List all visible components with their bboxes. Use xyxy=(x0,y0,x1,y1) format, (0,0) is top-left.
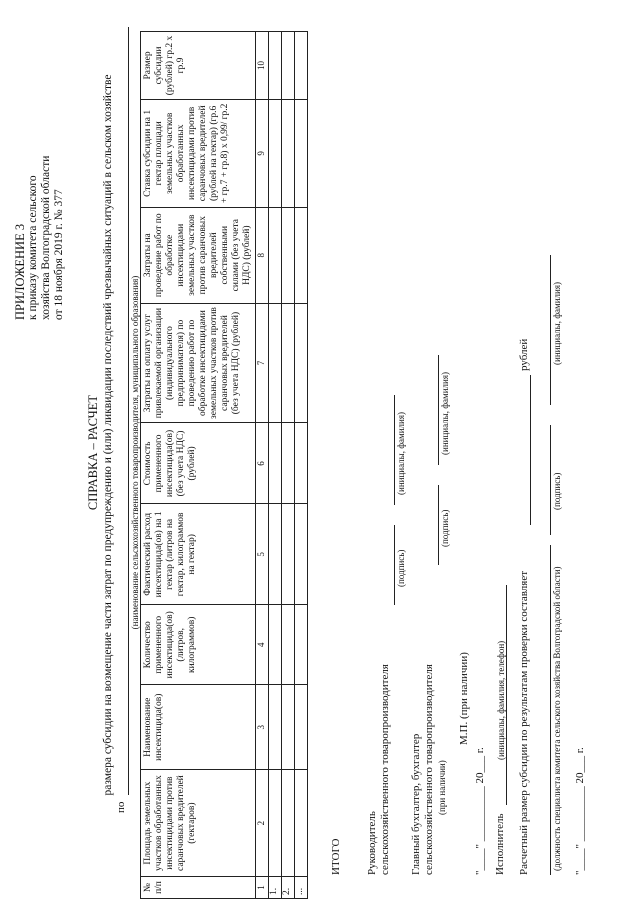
head-label-line1: Руководитель xyxy=(366,811,378,875)
header-cell: Площадь земельных участков обработанных инсектицидами против саранчовых вредителей (гектаров) xyxy=(141,770,256,877)
row-number: 2. xyxy=(282,877,295,899)
head-sign-line xyxy=(394,525,395,605)
head-sign-caption: (подпись) xyxy=(396,549,406,587)
column-number: 8 xyxy=(256,207,269,303)
table-header-row xyxy=(141,32,256,899)
table-row xyxy=(295,32,308,899)
head-name-caption: (инициалы, фамилия) xyxy=(396,412,406,495)
document-subtitle: размера субсидии на возмещение части затрат по предупреждению и (или) ликвидации последствий чрезвычайных ситуаций в сельском хозяйстве xyxy=(102,74,114,796)
accountant-label-line2: сельскохозяйственного товаропроизводителя xyxy=(423,664,435,875)
accountant-sign-line xyxy=(438,485,439,565)
specialist-position-line xyxy=(550,545,551,875)
head-label xyxy=(366,664,392,875)
specialist-position-caption: (должность специалиста комитета сельского хозяйства Волгоградской области) xyxy=(552,566,562,871)
specialist-name-line xyxy=(550,255,551,405)
header-cell: Наименование инсектицида(ов) xyxy=(141,685,256,770)
row-number: ... xyxy=(295,877,308,899)
calc-text: Расчетный размер субсидии по результатам проверки составляет xyxy=(518,570,530,875)
table-row xyxy=(269,32,282,899)
itogo-label: ИТОГО xyxy=(330,838,342,875)
accountant-label xyxy=(410,664,449,875)
head-name-line xyxy=(394,395,395,505)
header-cell: Затраты на оплату услуг привлекаемой организации (индивидуального предпринимателя) по проведению работ по обработке инсектицидами земельных участков против саранчовых вредителей (без учета НДС) (рублей) xyxy=(141,303,256,423)
column-number: 3 xyxy=(256,685,269,770)
specialist-name-caption: (инициалы, фамилия) xyxy=(552,282,562,365)
header-cell: Фактический расход инсектицида(ов) на 1 гектар (литров на гектар, килограммов на гектар) xyxy=(141,504,256,605)
column-number: 2 xyxy=(256,770,269,877)
executor-line xyxy=(506,585,507,805)
appendix-date-line: от 18 ноября 2019 г. № 377 xyxy=(53,189,65,320)
header-cell: Затраты на проведение работ по обработке инсектицидами земельных участков против саранчовых вредителей собственными силами (без учета НДС) (рублей) xyxy=(141,207,256,303)
column-number: 7 xyxy=(256,303,269,423)
accountant-label-line3: (при наличии) xyxy=(437,760,447,815)
appendix-order-line: к приказу комитета сельского xyxy=(27,175,39,320)
accountant-sign-caption: (подпись) xyxy=(440,509,450,547)
executor-label: Исполнитель xyxy=(494,813,506,875)
header-cell: № п/п xyxy=(141,877,256,899)
appendix-number: ПРИЛОЖЕНИЕ 3 xyxy=(13,223,27,320)
date-line: "____" __________ 20___ г. xyxy=(474,747,486,875)
head-label-line2: сельскохозяйственного товаропроизводителя xyxy=(379,664,391,875)
column-number: 1 xyxy=(256,877,269,899)
document-title: СПРАВКА – РАСЧЕТ xyxy=(86,394,100,511)
column-number: 10 xyxy=(256,32,269,100)
column-number: 9 xyxy=(256,99,269,207)
header-cell: Стоимость примененного инсектицида(ов) (без учета НДС) (рублей) xyxy=(141,423,256,504)
calc-rub: рублей xyxy=(518,338,530,371)
stamp-place: М.П. (при наличии) xyxy=(458,652,470,745)
column-number: 5 xyxy=(256,504,269,605)
date-line-2: "____" __________ 20___ г. xyxy=(574,747,586,875)
accountant-label-line1: Главный бухгалтер, бухгалтер xyxy=(410,733,422,875)
column-number: 6 xyxy=(256,423,269,504)
calculation-table xyxy=(140,31,308,899)
accountant-name-line xyxy=(438,355,439,465)
header-cell: Ставка субсидии на 1 гектар площади земельных участков обработанных инсектицидами против саранчовых вредителей (рублей на гектар) (гр.6 + гр.7 + гр.8) х 0,99/ гр.2 xyxy=(141,99,256,207)
po-caption: (наименование сельскохозяйственного товаропроизводителя, муниципального образования) xyxy=(130,275,140,630)
column-number: 4 xyxy=(256,605,269,685)
column-number-row xyxy=(256,32,269,899)
appendix-header xyxy=(14,20,66,320)
calc-amount-line xyxy=(530,375,531,525)
po-label: по xyxy=(115,801,127,813)
specialist-sign-line xyxy=(550,425,551,535)
appendix-committee-line: хозяйства Волгоградской области xyxy=(40,155,52,320)
executor-caption: (инициалы, фамилия, телефон) xyxy=(496,640,506,760)
header-cell: Количество примененного инсектицида(ов) (литров, килограммов) xyxy=(141,605,256,685)
table-row xyxy=(282,32,295,899)
row-number: 1. xyxy=(269,877,282,899)
po-fill-line xyxy=(128,27,129,795)
specialist-sign-caption: (подпись) xyxy=(552,472,562,510)
header-cell: Размер субсидии (рублей) гр.2 х гр.9 xyxy=(141,32,256,100)
accountant-name-caption: (инициалы, фамилия) xyxy=(440,372,450,455)
